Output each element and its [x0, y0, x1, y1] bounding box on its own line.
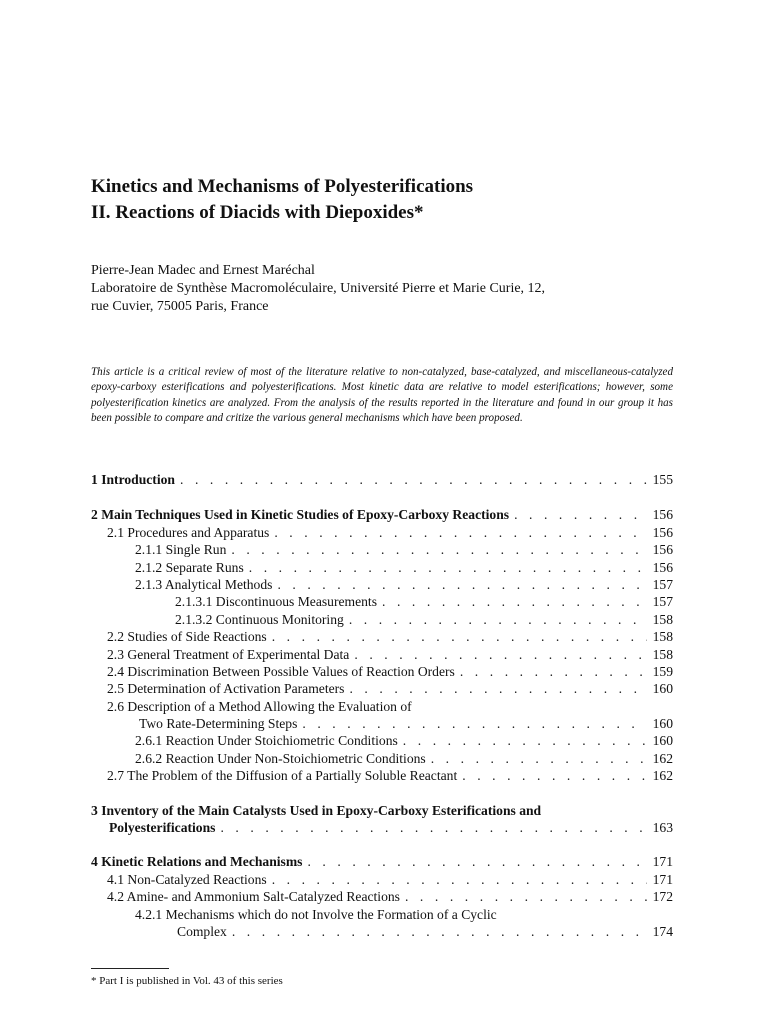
- toc-page: 172: [652, 889, 673, 905]
- toc-entry-2-6[interactable]: [91, 715, 673, 732]
- toc-leader: [267, 628, 647, 645]
- toc-label: 4 Kinetic Relations and Mechanisms: [91, 854, 303, 870]
- toc-label: 2.1.3.1 Discontinuous Measurements: [175, 594, 377, 610]
- toc-page: 160: [652, 716, 673, 732]
- toc-entry-2-2[interactable]: [91, 628, 673, 645]
- toc-label: 4.1 Non-Catalyzed Reactions: [107, 871, 267, 887]
- toc-entry-4-2-1-line-1[interactable]: 4.2.1 Mechanisms which do not Involve the Formation of a Cyclic: [135, 906, 497, 922]
- toc-page: 162: [652, 750, 673, 766]
- toc-leader: [344, 611, 647, 628]
- toc-entry-3[interactable]: [91, 819, 673, 836]
- toc-page: 156: [652, 524, 673, 540]
- toc-label: 2.1.1 Single Run: [135, 542, 227, 558]
- toc-entry-2-1-3-2[interactable]: [91, 611, 673, 628]
- toc-leader: [272, 576, 647, 593]
- toc-label: Two Rate-Determining Steps: [139, 716, 298, 732]
- toc-leader: [227, 923, 647, 940]
- toc-page: 157: [652, 594, 673, 610]
- toc-label: 4.2 Amine- and Ammonium Salt-Catalyzed Reactions: [107, 889, 400, 905]
- toc-entry-2-1-1[interactable]: [91, 541, 673, 558]
- toc-label: 2.3 General Treatment of Experimental Data: [107, 646, 350, 662]
- toc-label: 3 Inventory of the Main Catalysts Used in Epoxy-Carboxy Esterifications and: [91, 802, 542, 818]
- toc-entry-2-1-2[interactable]: [91, 559, 673, 576]
- toc-leader: [509, 506, 647, 523]
- toc-leader: [215, 819, 647, 836]
- toc-entry-2-4[interactable]: [91, 663, 673, 680]
- toc-entry-4-2[interactable]: [91, 888, 673, 905]
- toc-label: 2.1.2 Separate Runs: [135, 559, 244, 575]
- toc-page: 163: [652, 820, 673, 836]
- toc-leader: [226, 541, 647, 558]
- toc-page: 160: [652, 733, 673, 749]
- toc-page: 156: [652, 542, 673, 558]
- toc-entry-2-3[interactable]: [91, 646, 673, 663]
- toc-label: 2.5 Determination of Activation Parameters: [107, 681, 345, 697]
- toc-entry-2[interactable]: [91, 506, 673, 523]
- toc-page: 171: [652, 854, 673, 870]
- toc-page: 158: [652, 629, 673, 645]
- toc-leader: [269, 524, 647, 541]
- toc-entry-3-line-1[interactable]: [91, 802, 673, 819]
- toc-leader: [400, 888, 647, 905]
- toc-label: 2.6.1 Reaction Under Stoichiometric Conditions: [135, 733, 398, 749]
- toc-entry-2-7[interactable]: [91, 767, 673, 784]
- affiliation-line-1: Laboratoire de Synthèse Macromoléculaire, Université Pierre et Marie Curie, 12,: [91, 281, 546, 296]
- footnote-divider: [91, 968, 169, 969]
- toc-leader: [349, 646, 647, 663]
- toc-page: 158: [652, 646, 673, 662]
- toc-label: 2.6.2 Reaction Under Non-Stoichiometric Conditions: [135, 750, 426, 766]
- affiliation-line-2: rue Cuvier, 75005 Paris, France: [91, 299, 269, 314]
- toc-entry-4-2-1[interactable]: [91, 923, 673, 940]
- toc-entry-2-6-2[interactable]: [91, 750, 673, 767]
- author-names: Pierre-Jean Madec and Ernest Maréchal: [91, 263, 315, 278]
- toc-leader: [297, 715, 647, 732]
- toc-page: 158: [652, 611, 673, 627]
- toc-entry-2-5[interactable]: [91, 680, 673, 697]
- toc-page: 157: [652, 576, 673, 592]
- toc-page: 162: [652, 768, 673, 784]
- footnote: * Part I is published in Vol. 43 of this series: [91, 975, 283, 987]
- toc-entry-1[interactable]: [91, 471, 673, 488]
- toc-leader: [175, 471, 647, 488]
- toc-leader: [377, 593, 647, 610]
- toc-page: 171: [652, 871, 673, 887]
- toc-page: 160: [652, 681, 673, 697]
- article-title: [91, 174, 711, 226]
- toc-label: 2.1 Procedures and Apparatus: [107, 524, 270, 540]
- toc-leader: [344, 680, 647, 697]
- toc-leader: [426, 750, 647, 767]
- toc-label: 2.2 Studies of Side Reactions: [107, 629, 267, 645]
- abstract: This article is a critical review of most of the literature relative to non-catalyzed, base-catalyzed, and miscellaneous-catalyzed epoxy-carboxy esterifications and polyesterifications. Most kinetic data are relative to model esterifications; however, some polyesterification kinetics are analyzed. From the analysis of the results reported in the literature and found in our group it has been possible to compare and critize the various general mechanisms which have been proposed.: [91, 366, 673, 425]
- toc-entry-2-6-line-1[interactable]: 2.6 Description of a Method Allowing the Evaluation of: [107, 698, 412, 714]
- title-line-1: Kinetics and Mechanisms of Polyesterifications: [91, 176, 474, 197]
- title-line-2: II. Reactions of Diacids with Diepoxides*: [91, 202, 424, 223]
- toc-label: 1 Introduction: [91, 472, 175, 487]
- toc-label: Complex: [177, 923, 227, 939]
- toc-page: 174: [652, 923, 673, 939]
- toc-leader: [244, 559, 647, 576]
- toc-leader: [302, 853, 647, 870]
- toc-label: 2.1.3 Analytical Methods: [135, 576, 273, 592]
- table-of-contents: [91, 471, 673, 940]
- toc-label: Polyesterifications: [109, 820, 216, 836]
- toc-entry-4-1[interactable]: [91, 871, 673, 888]
- toc-label: 2.7 The Problem of the Diffusion of a Partially Soluble Reactant: [107, 768, 458, 784]
- toc-entry-4[interactable]: [91, 853, 673, 870]
- toc-leader: [398, 732, 647, 749]
- toc-page: 155: [652, 472, 673, 487]
- toc-label: 2 Main Techniques Used in Kinetic Studies of Epoxy-Carboxy Reactions: [91, 507, 510, 523]
- toc-entry-2-1[interactable]: [91, 524, 673, 541]
- author-block: [91, 262, 691, 316]
- toc-label: 2.1.3.2 Continuous Monitoring: [175, 611, 344, 627]
- toc-leader: [457, 767, 647, 784]
- toc-page: 159: [652, 663, 673, 679]
- toc-label: 2.4 Discrimination Between Possible Values of Reaction Orders: [107, 663, 455, 679]
- toc-entry-2-6-1[interactable]: [91, 732, 673, 749]
- toc-entry-2-1-3[interactable]: [91, 576, 673, 593]
- toc-leader: [267, 871, 647, 888]
- toc-page: 156: [652, 559, 673, 575]
- toc-leader: [455, 663, 647, 680]
- toc-page: 156: [652, 507, 673, 523]
- toc-entry-2-1-3-1[interactable]: [91, 593, 673, 610]
